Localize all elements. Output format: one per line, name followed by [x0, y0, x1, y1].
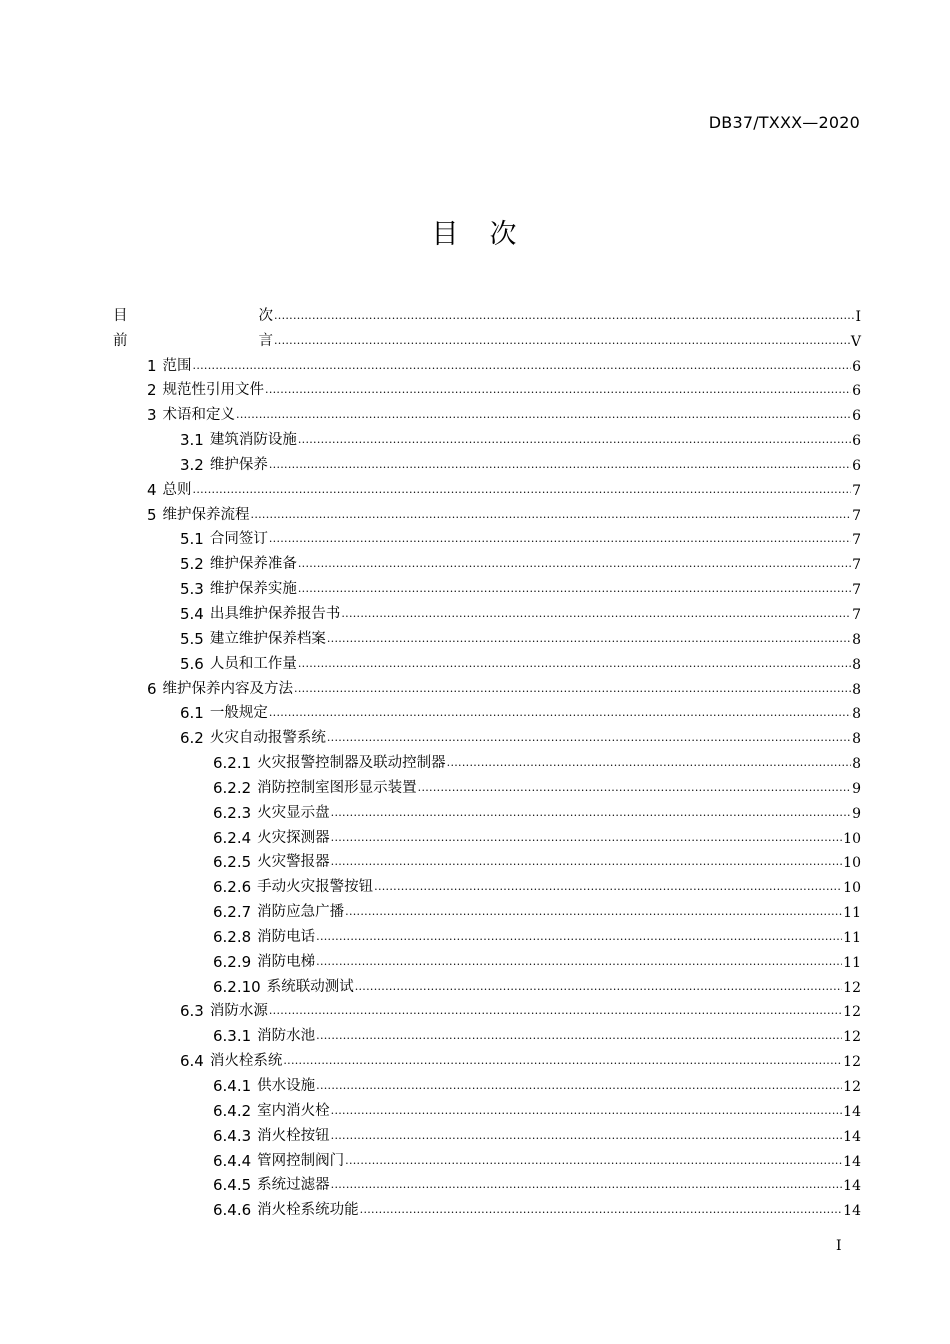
toc-entry[interactable]	[113, 350, 861, 375]
toc-dot-leader	[345, 906, 842, 917]
toc-entry-page: 11	[843, 929, 861, 946]
toc-dot-leader	[327, 633, 851, 644]
toc-entry-title: 目 次	[113, 307, 307, 324]
toc-entry-number: 5.4	[180, 604, 204, 623]
toc-entry-title: 出具维护保养报告书	[209, 605, 341, 622]
toc-entry-number: 6.3	[180, 1002, 204, 1021]
toc-entry-title: 消火栓系统功能	[257, 1202, 359, 1219]
toc-dot-leader	[269, 1005, 842, 1016]
toc-dot-leader	[331, 1130, 843, 1141]
toc-entry-number: 6.2.3	[213, 803, 252, 822]
toc-dot-leader	[274, 335, 850, 346]
toc-dot-leader	[331, 1105, 843, 1116]
toc-entry[interactable]	[113, 474, 861, 499]
table-of-contents	[113, 300, 861, 1219]
toc-entry[interactable]	[113, 648, 861, 673]
toc-entry[interactable]	[113, 1170, 861, 1195]
toc-entry-number: 5	[147, 505, 157, 524]
toc-entry-number: 3.2	[180, 455, 204, 474]
toc-entry-title: 火灾自动报警系统	[209, 730, 326, 747]
toc-entry-number: 2	[147, 381, 157, 400]
toc-entry-number: 6.2.6	[213, 878, 252, 897]
toc-entry[interactable]	[113, 623, 861, 648]
toc-entry-page: 12	[843, 1004, 861, 1021]
toc-entry-number: 5.3	[180, 580, 204, 599]
toc-entry-title: 维护保养实施	[209, 581, 297, 598]
toc-dot-leader	[251, 509, 852, 520]
toc-entry-page: 6	[852, 408, 861, 425]
toc-entry-title: 维护保养	[209, 456, 268, 473]
toc-entry[interactable]	[113, 399, 861, 424]
toc-dot-leader	[447, 757, 851, 768]
toc-entry[interactable]	[113, 722, 861, 747]
toc-entry-title: 维护保养准备	[209, 556, 297, 573]
toc-entry-title: 火灾显示盘	[257, 804, 330, 821]
toc-entry-number: 6.2.1	[213, 754, 252, 773]
toc-entry-title: 火灾报警控制器及联动控制器	[257, 755, 446, 772]
toc-entry-title: 建筑消防设施	[209, 432, 297, 449]
toc-entry-page: 12	[843, 1029, 861, 1046]
toc-dot-leader	[341, 608, 851, 619]
toc-entry[interactable]	[113, 325, 861, 350]
toc-entry-number: 6.4.4	[213, 1151, 252, 1170]
toc-dot-leader	[193, 360, 852, 371]
toc-entry-page: 7	[852, 482, 861, 499]
toc-entry[interactable]	[113, 1194, 861, 1219]
toc-entry-page: 6	[852, 457, 861, 474]
toc-entry[interactable]	[113, 747, 861, 772]
toc-entry-page: 8	[852, 706, 861, 723]
toc-entry-number: 5.2	[180, 555, 204, 574]
toc-entry[interactable]	[113, 1020, 861, 1045]
toc-dot-leader	[265, 384, 851, 395]
toc-entry-page: 14	[843, 1128, 861, 1145]
toc-entry[interactable]	[113, 375, 861, 400]
toc-dot-leader	[331, 1179, 843, 1190]
toc-dot-leader	[331, 807, 851, 818]
toc-entry[interactable]	[113, 573, 861, 598]
toc-dot-leader	[345, 1155, 842, 1166]
toc-entry-number: 6.4.2	[213, 1101, 252, 1120]
toc-dot-leader	[274, 310, 854, 321]
toc-entry-page: 8	[852, 631, 861, 648]
toc-entry-title: 维护保养内容及方法	[162, 680, 294, 697]
toc-dot-leader	[269, 459, 851, 470]
toc-entry-page: 8	[852, 656, 861, 673]
toc-entry-page: 7	[852, 606, 861, 623]
toc-entry-page: 9	[852, 805, 861, 822]
toc-entry-title: 系统过滤器	[257, 1177, 330, 1194]
toc-entry-number: 6.3.1	[213, 1027, 252, 1046]
toc-entry[interactable]	[113, 896, 861, 921]
toc-entry-number: 1	[147, 356, 157, 375]
toc-entry-page: 7	[852, 557, 861, 574]
toc-entry-number: 6.2.8	[213, 927, 252, 946]
toc-entry[interactable]	[113, 673, 861, 698]
toc-dot-leader	[316, 931, 842, 942]
toc-entry[interactable]	[113, 1145, 861, 1170]
toc-entry-title: 规范性引用文件	[162, 382, 265, 399]
toc-entry-page: 6	[852, 358, 861, 375]
toc-entry-page: 14	[843, 1203, 861, 1220]
toc-dot-leader	[355, 981, 842, 992]
toc-entry[interactable]	[113, 499, 861, 524]
toc-dot-leader	[418, 782, 851, 793]
toc-dot-leader	[269, 533, 851, 544]
toc-entry-number: 5.6	[180, 654, 204, 673]
toc-entry-number: 5.1	[180, 530, 204, 549]
toc-entry[interactable]	[113, 424, 861, 449]
toc-entry-page: 7	[852, 507, 861, 524]
toc-entry[interactable]	[113, 1070, 861, 1095]
toc-entry-title: 管网控制阀门	[257, 1152, 345, 1169]
toc-entry-title: 火灾探测器	[257, 829, 330, 846]
toc-entry-page: 14	[843, 1153, 861, 1170]
toc-entry-number: 6.2.5	[213, 853, 252, 872]
toc-entry-number: 6.4.6	[213, 1201, 252, 1220]
toc-entry-page: 11	[843, 954, 861, 971]
toc-dot-leader	[327, 732, 851, 743]
toc-entry-page: 12	[843, 1054, 861, 1071]
toc-entry[interactable]	[113, 871, 861, 896]
toc-entry[interactable]	[113, 1095, 861, 1120]
toc-entry-title: 消防控制室图形显示装置	[257, 779, 417, 796]
toc-entry-page: 8	[852, 731, 861, 748]
toc-entry-title: 消防水源	[209, 1003, 268, 1020]
toc-entry-title: 一般规定	[209, 705, 268, 722]
toc-dot-leader	[316, 1080, 842, 1091]
toc-entry[interactable]	[113, 921, 861, 946]
toc-entry-page: 10	[843, 830, 861, 847]
toc-entry-page: 7	[852, 532, 861, 549]
toc-dot-leader	[316, 956, 842, 967]
toc-entry-number: 6.2.10	[213, 977, 261, 996]
toc-entry-title: 术语和定义	[162, 407, 236, 424]
toc-entry-number: 6.4	[180, 1052, 204, 1071]
toc-entry-page: 10	[843, 855, 861, 872]
toc-dot-leader	[374, 881, 842, 892]
toc-entry-page: 8	[852, 756, 861, 773]
toc-dot-leader	[298, 434, 851, 445]
toc-entry-title: 消防电梯	[257, 953, 316, 970]
toc-entry-title: 供水设施	[257, 1078, 316, 1094]
toc-entry[interactable]	[113, 772, 861, 797]
toc-entry[interactable]	[113, 946, 861, 971]
toc-entry[interactable]	[113, 449, 861, 474]
toc-dot-leader	[283, 1055, 842, 1066]
toc-entry[interactable]	[113, 300, 861, 325]
toc-entry-title: 前 言	[113, 332, 307, 349]
toc-entry-title: 消防应急广播	[257, 904, 345, 921]
toc-entry-title: 合同签订	[209, 531, 268, 548]
toc-dot-leader	[294, 683, 851, 694]
toc-entry-page: 9	[852, 780, 861, 797]
toc-entry[interactable]	[113, 996, 861, 1021]
toc-entry-page: 10	[843, 880, 861, 897]
toc-entry[interactable]	[113, 598, 861, 623]
toc-entry-page: 12	[843, 979, 861, 996]
toc-entry-title: 系统联动测试	[266, 978, 354, 995]
toc-entry[interactable]	[113, 548, 861, 573]
document-code: DB37/TXXX—2020	[708, 113, 860, 132]
toc-dot-leader	[316, 1030, 842, 1041]
toc-entry-page: 6	[852, 433, 861, 450]
toc-dot-leader	[331, 832, 843, 843]
toc-entry-number: 6.1	[180, 704, 204, 723]
toc-entry-number: 6.2	[180, 729, 204, 748]
toc-entry-title: 火灾警报器	[257, 854, 330, 871]
toc-entry[interactable]	[113, 1120, 861, 1145]
page-title: 目 次	[431, 219, 519, 250]
toc-entry-number: 6.4.3	[213, 1126, 252, 1145]
toc-dot-leader	[298, 558, 851, 569]
toc-entry[interactable]	[113, 1045, 861, 1070]
toc-entry-page: 14	[843, 1103, 861, 1120]
toc-entry[interactable]	[113, 971, 861, 996]
toc-entry-page: 14	[843, 1178, 861, 1195]
toc-entry-number: 4	[147, 480, 157, 499]
toc-entry-number: 6.2.4	[213, 828, 252, 847]
toc-entry-page: 8	[852, 681, 861, 698]
toc-dot-leader	[360, 1204, 843, 1215]
toc-entry[interactable]	[113, 698, 861, 723]
toc-entry-number: 5.5	[180, 629, 204, 648]
toc-entry-page: 12	[843, 1079, 861, 1095]
toc-entry-title: 室内消火栓	[257, 1102, 330, 1119]
toc-entry-number: 6.4.1	[213, 1077, 252, 1095]
toc-dot-leader	[193, 484, 852, 495]
toc-entry-title: 建立维护保养档案	[209, 630, 326, 647]
toc-entry-page: 7	[852, 582, 861, 599]
page-number: I	[836, 1238, 842, 1254]
toc-entry-page: I	[855, 308, 861, 325]
toc-entry-page: 11	[843, 905, 861, 922]
toc-entry-title: 范围	[162, 357, 192, 374]
toc-entry-title: 总则	[162, 481, 192, 498]
toc-entry-number: 6.2.7	[213, 903, 252, 922]
toc-dot-leader	[298, 583, 851, 594]
toc-dot-leader	[298, 658, 851, 669]
toc-entry-title: 手动火灾报警按钮	[257, 879, 374, 896]
toc-entry-number: 6	[147, 679, 157, 698]
toc-entry[interactable]	[113, 797, 861, 822]
toc-entry[interactable]	[113, 822, 861, 847]
toc-entry-title: 消火栓按钮	[257, 1127, 330, 1144]
toc-entry-number: 3	[147, 406, 157, 425]
toc-entry-title: 人员和工作量	[209, 655, 297, 672]
toc-entry-title: 消火栓系统	[209, 1053, 283, 1070]
toc-entry-number: 3.1	[180, 431, 204, 450]
toc-dot-leader	[236, 409, 851, 420]
toc-entry-number: 6.4.5	[213, 1176, 252, 1195]
toc-dot-leader	[331, 856, 843, 867]
toc-entry-page: 6	[852, 383, 861, 400]
toc-entry-page: V	[850, 333, 861, 350]
toc-entry-title: 消防水池	[257, 1028, 316, 1045]
toc-dot-leader	[269, 707, 851, 718]
toc-entry[interactable]	[113, 847, 861, 872]
toc-entry-number: 6.2.9	[213, 952, 252, 971]
toc-entry-number: 6.2.2	[213, 778, 252, 797]
toc-entry-title: 维护保养流程	[162, 506, 250, 523]
toc-entry[interactable]	[113, 524, 861, 549]
toc-entry-title: 消防电话	[257, 928, 316, 945]
